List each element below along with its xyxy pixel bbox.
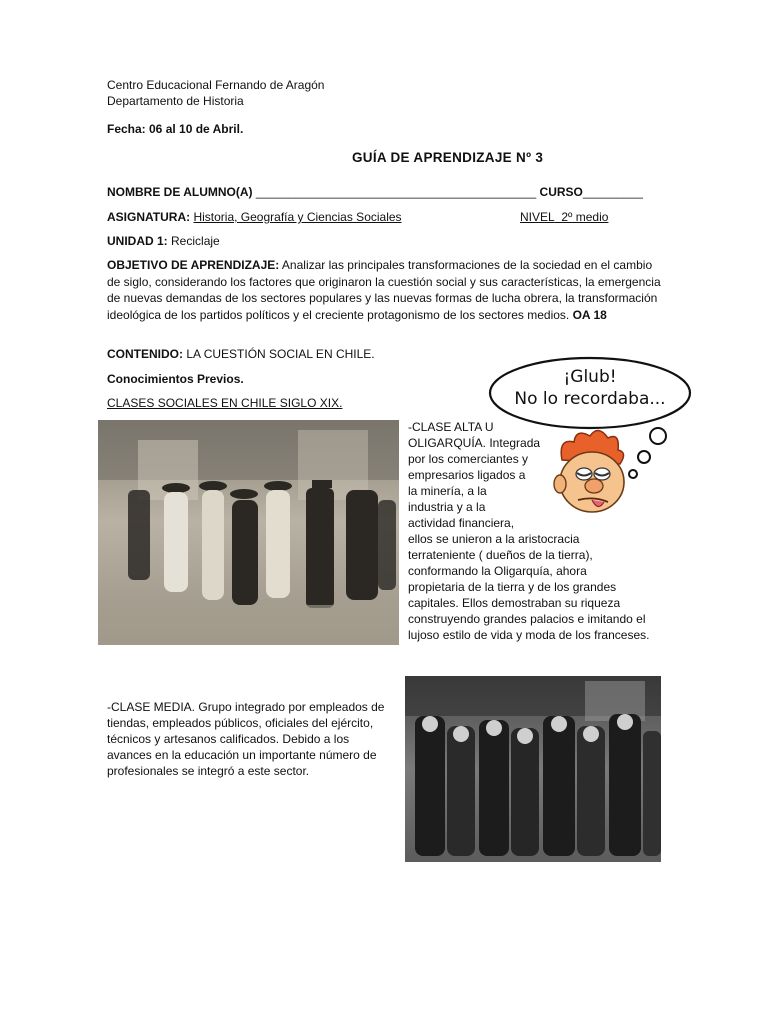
upper-line: lujoso estilo de vida y moda de los franceses. <box>408 628 650 642</box>
content-line <box>107 346 375 362</box>
unit-line <box>107 233 220 249</box>
upper-line: capitales. Ellos demostraban su riqueza <box>408 596 621 610</box>
section-title: CLASES SOCIALES EN CHILE SIGLO XIX. <box>107 396 343 410</box>
upper-line: OLIGARQUÍA. Integrada <box>408 436 541 450</box>
upper-line: construyendo grandes palacios e imitando el <box>408 612 646 626</box>
page-title: GUÍA DE APRENDIZAJE Nº 3 <box>352 150 544 165</box>
bubble-line-2: No lo recordaba... <box>514 389 666 409</box>
middle-class-photo <box>405 676 661 862</box>
objective-label: OBJETIVO DE APRENDIZAJE: <box>107 258 280 272</box>
middle-line: tiendas, empleados públicos, oficiales del ejército, <box>107 716 374 730</box>
objective-paragraph <box>107 257 663 323</box>
upper-line: la minería, a la <box>408 484 487 498</box>
student-name-blank[interactable]: __________________________________________ <box>255 185 537 199</box>
bubble-text <box>490 366 690 410</box>
bubble-line-1: ¡Glub! <box>563 367 617 387</box>
content-label: CONTENIDO: <box>107 347 183 361</box>
middle-line: profesionales se integró a este sector. <box>107 764 310 778</box>
content-value: LA CUESTIÓN SOCIAL EN CHILE. <box>186 347 375 361</box>
upper-line: terrateniente ( dueños de la tierra), <box>408 548 593 562</box>
middle-class-text <box>107 699 384 779</box>
middle-line: técnicos y artesanos calificados. Debido a los <box>107 732 350 746</box>
upper-line: ellos se unieron a la aristocracia <box>408 532 580 546</box>
subject-label: ASIGNATURA: <box>107 210 191 224</box>
upper-line: conformando la Oligarquía, ahora <box>408 564 587 578</box>
course-label: CURSO <box>539 185 583 199</box>
level-line <box>520 209 608 225</box>
level-label: NIVEL <box>520 210 555 224</box>
subject-value: Historia, Geografía y Ciencias Sociales <box>193 210 402 224</box>
school-name: Centro Educacional Fernando de Aragón <box>107 78 325 92</box>
subject-line <box>107 209 402 225</box>
upper-class-text <box>408 419 649 643</box>
upper-line: -CLASE ALTA U <box>408 420 494 434</box>
prior-knowledge-heading: Conocimientos Previos. <box>107 372 244 386</box>
middle-line: avances en la educación un importante número de <box>107 748 377 762</box>
upper-line: industria y a la <box>408 500 486 514</box>
department-name: Departamento de Historia <box>107 94 244 108</box>
student-name-label: NOMBRE DE ALUMNO(A) <box>107 185 253 199</box>
upper-line: actividad financiera, <box>408 516 515 530</box>
level-value: 2º medio <box>561 210 609 224</box>
objective-text: Analizar las principales transformaciones de la sociedad en el cambio de siglo, considerando los factores que originaron la cuestión social y sus características, la emergencia de nuevas demandas de los sectores populares y las nuevas formas de lucha obrera, la transformación ideológica de los partidos políticos y el creciente protagonismo de los sectores medios. <box>107 258 661 322</box>
upper-class-photo <box>98 420 399 645</box>
unit-label: UNIDAD 1: <box>107 234 168 248</box>
objective-code: OA 18 <box>572 307 607 322</box>
course-blank[interactable]: _________ <box>582 185 643 199</box>
date-line: Fecha: 06 al 10 de Abril. <box>107 122 244 136</box>
upper-line: propietaria de la tierra y de los grandes <box>408 580 617 594</box>
unit-value: Reciclaje <box>171 234 220 248</box>
middle-line: -CLASE MEDIA. Grupo integrado por empleados de <box>107 700 385 714</box>
upper-line: por los comerciantes y <box>408 452 529 466</box>
upper-line: empresarios ligados a <box>408 468 526 482</box>
student-name-line <box>107 184 643 200</box>
